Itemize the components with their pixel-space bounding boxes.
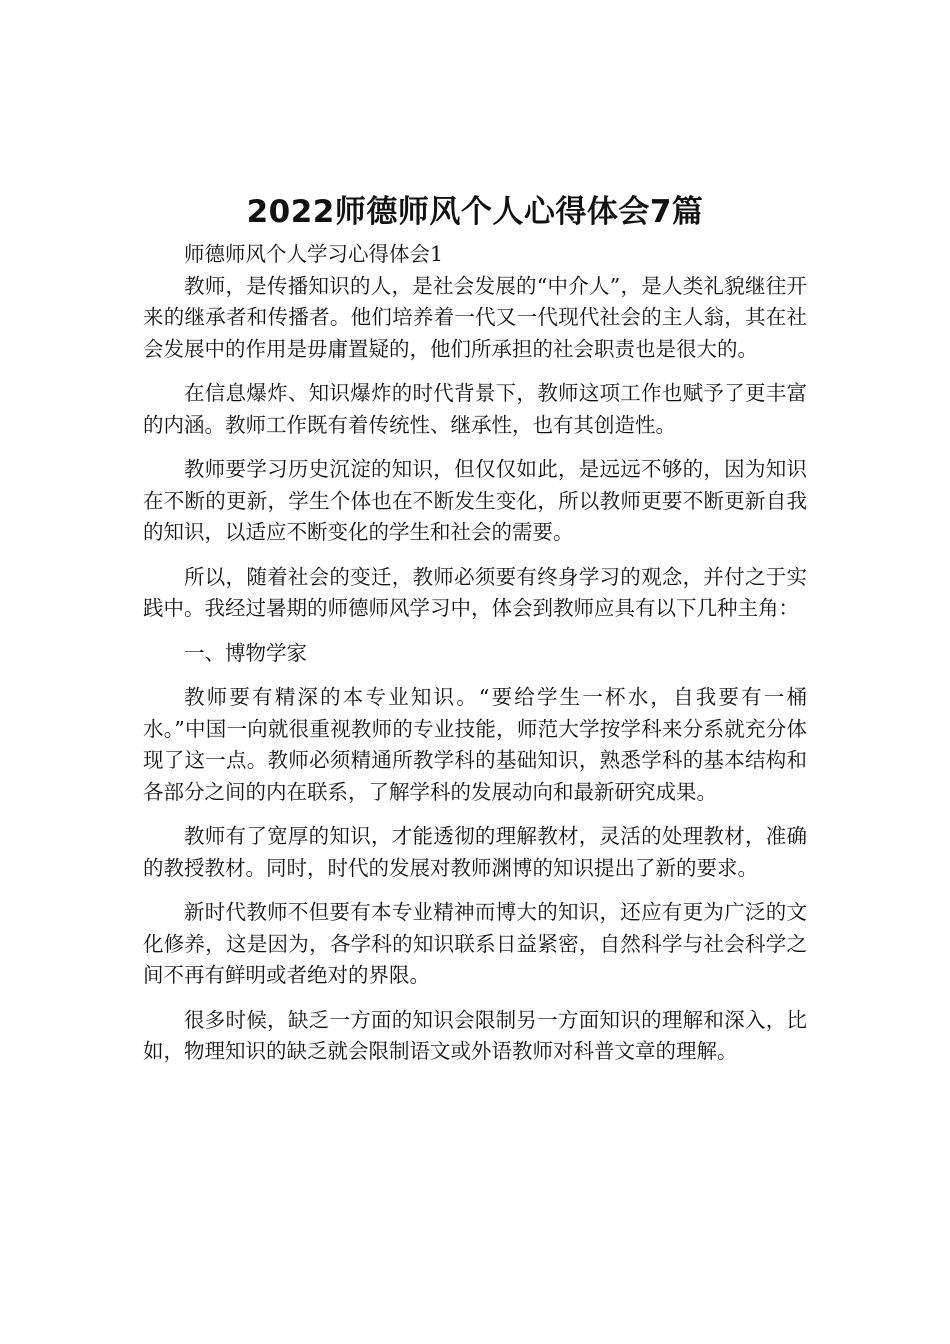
body-paragraph: 教师要有精深的本专业知识。“要给学生一杯水，自我要有一桶水。”中国一向就很重视教师的专业技能，师范大学按学科来分系就充分体现了这一点。教师必须精通所教学科的基础知识，熟悉学科的基本结构和各部分之间的内在联系，了解学科的发展动向和最新研究成果。	[143, 685, 807, 804]
document-body	[143, 239, 807, 1068]
section-heading: 一、博物学家	[184, 640, 307, 665]
document-title: 2022师德师风个人心得体会7篇	[246, 194, 704, 230]
body-paragraph: 新时代教师不但要有本专业精神而博大的知识，还应有更为广泛的文化修养，这是因为，各学科的知识联系日益紧密，自然科学与社会科学之间不再有鲜明或者绝对的界限。	[143, 900, 807, 987]
body-paragraph: 教师要学习历史沉淀的知识，但仅仅如此，是远远不够的，因为知识在不断的更新，学生个体也在不断发生变化，所以教师更要不断更新自我的知识，以适应不断变化的学生和社会的需要。	[143, 457, 807, 544]
body-paragraph: 在信息爆炸、知识爆炸的时代背景下，教师这项工作也赋予了更丰富的内涵。教师工作既有着传统性、继承性，也有其创造性。	[143, 381, 807, 437]
body-paragraph: 所以，随着社会的变迁，教师必须要有终身学习的观念，并付之于实践中。我经过暑期的师德师风学习中，体会到教师应具有以下几种主角：	[143, 564, 807, 620]
body-paragraph: 很多时候，缺乏一方面的知识会限制另一方面知识的理解和深入，比如，物理知识的缺乏就会限制语文或外语教师对科普文章的理解。	[143, 1007, 807, 1063]
body-paragraph: 教师，是传播知识的人，是社会发展的“中介人”，是人类礼貌继往开来的继承者和传播者。他们培养着一代又一代现代社会的主人翁，其在社会发展中的作用是毋庸置疑的，他们所承担的社会职责也是很大的。	[143, 273, 807, 361]
section-subtitle: 师德师风个人学习心得体会1	[184, 242, 444, 266]
body-paragraph: 教师有了宽厚的知识，才能透彻的理解教材，灵活的处理教材，准确的教授教材。同时，时代的发展对教师渊博的知识提出了新的要求。	[143, 824, 807, 880]
